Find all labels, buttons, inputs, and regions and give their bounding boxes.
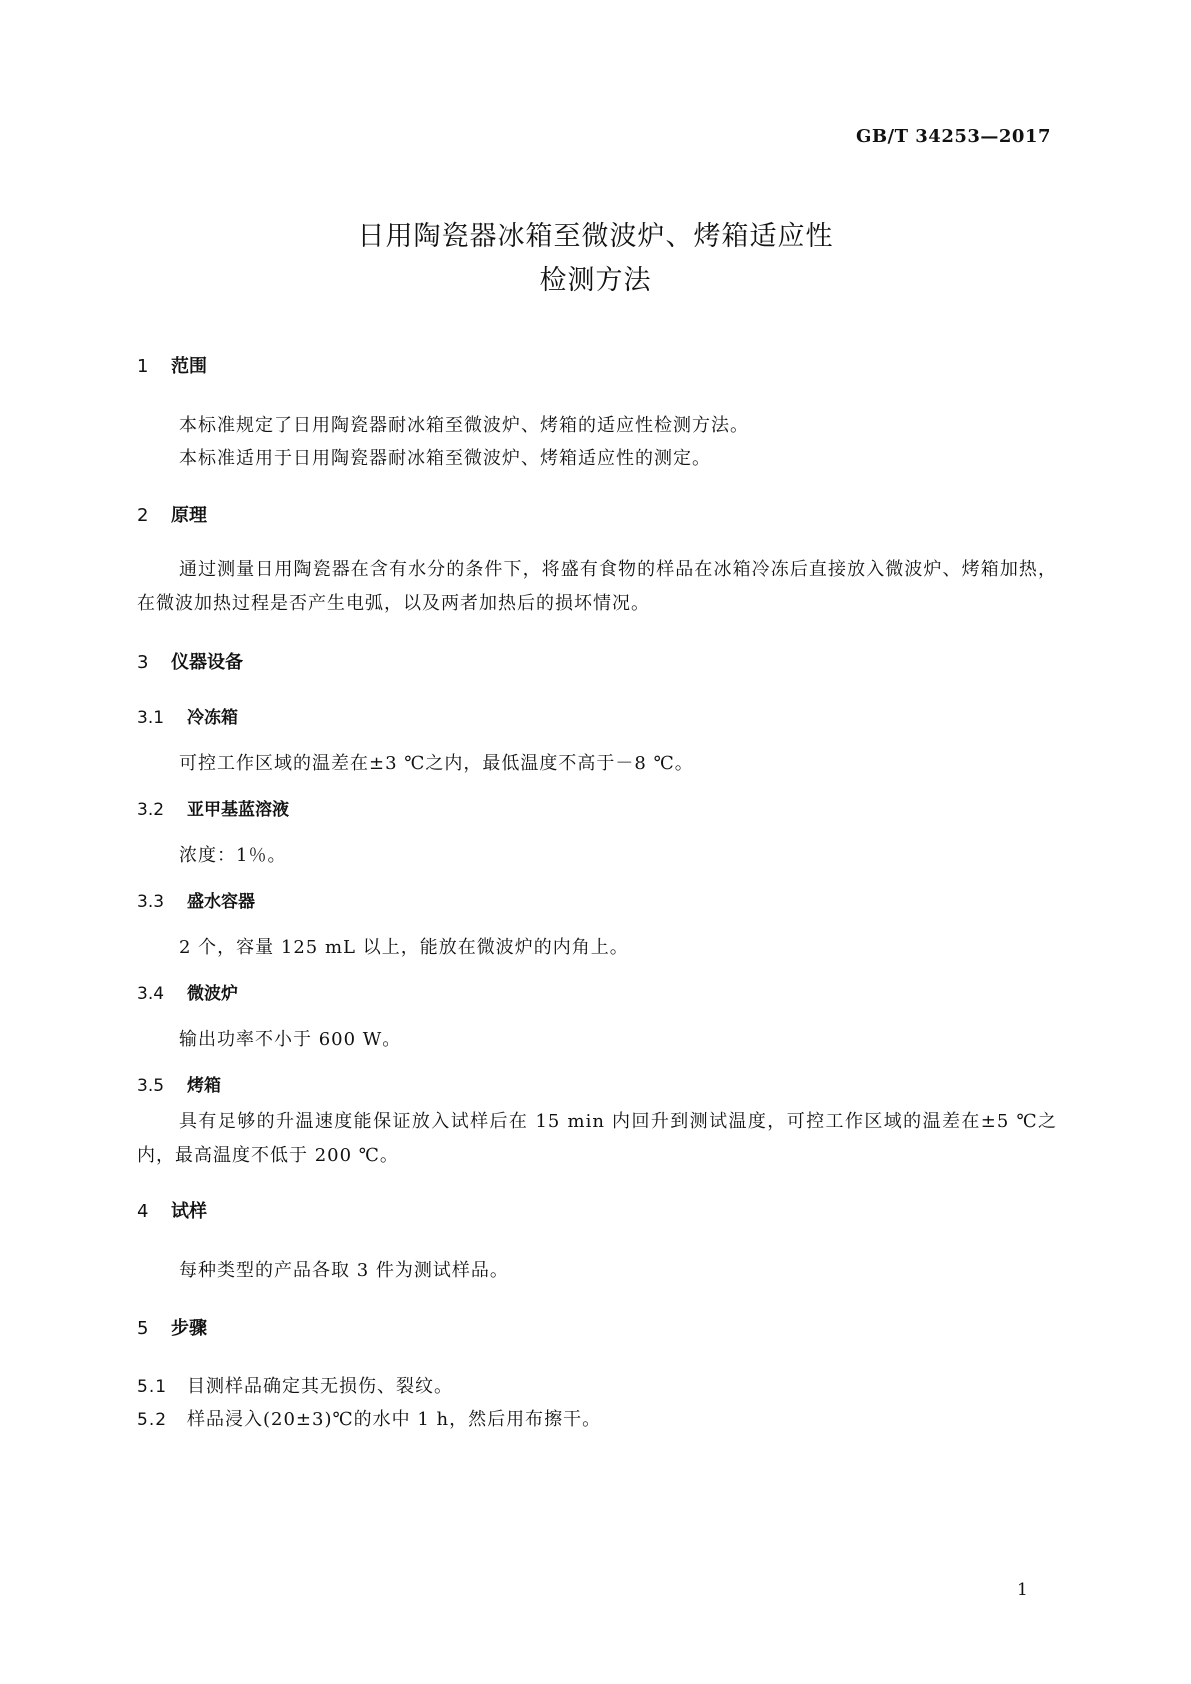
- subsection-number: 3.3: [137, 892, 165, 912]
- step-5-1: [137, 1372, 453, 1398]
- section-title: 试样: [171, 1201, 207, 1222]
- section-3-heading: [137, 648, 243, 674]
- step-5-2: [137, 1405, 601, 1431]
- subsection-title: 盛水容器: [187, 892, 255, 912]
- section-number: 1: [137, 356, 149, 377]
- subsection-title: 亚甲基蓝溶液: [187, 800, 289, 820]
- step-number: 5.2: [137, 1410, 168, 1430]
- section-number: 5: [137, 1318, 149, 1339]
- section-title: 原理: [171, 505, 207, 526]
- subsection-title: 微波炉: [187, 984, 238, 1004]
- section-number: 4: [137, 1201, 149, 1222]
- step-text: 目测样品确定其无损伤、裂纹。: [187, 1376, 453, 1397]
- subsection-number: 3.4: [137, 984, 165, 1004]
- document-title-line2: 检测方法: [539, 265, 652, 296]
- page-number: 1: [1017, 1580, 1028, 1600]
- section-1-paragraph-2: 本标准适用于日用陶瓷器耐冰箱至微波炉、烤箱适应性的测定。: [179, 448, 711, 469]
- subsection-number: 3.5: [137, 1076, 165, 1096]
- section-number: 2: [137, 505, 149, 526]
- section-title: 仪器设备: [171, 652, 243, 673]
- subsection-3-3-text: 2 个，容量 125 mL 以上，能放在微波炉的内角上。: [179, 937, 629, 958]
- subsection-3-3-heading: [137, 887, 255, 912]
- subsection-3-2-text: 浓度：1％。: [179, 845, 287, 866]
- section-title: 步骤: [171, 1318, 207, 1339]
- section-5-heading: [137, 1314, 207, 1340]
- standard-code: GB/T 34253—2017: [855, 126, 1051, 147]
- subsection-3-5-text: 具有足够的升温速度能保证放入试样后在 15 min 内回升到测试温度，可控工作区域的温差在±5 ℃之内，最高温度不低于 200 ℃。: [137, 1111, 1057, 1166]
- section-4-paragraph: 每种类型的产品各取 3 件为测试样品。: [179, 1260, 509, 1281]
- subsection-number: 3.1: [137, 708, 165, 728]
- subsection-3-4-heading: [137, 979, 238, 1004]
- section-2-heading: [137, 501, 207, 527]
- section-number: 3: [137, 652, 149, 673]
- subsection-3-2-heading: [137, 795, 289, 820]
- subsection-3-5-heading: [137, 1071, 221, 1096]
- subsection-3-4-text: 输出功率不小于 600 W。: [179, 1029, 402, 1050]
- subsection-3-1-text: 可控工作区域的温差在±3 ℃之内，最低温度不高于－8 ℃。: [179, 753, 694, 774]
- section-title: 范围: [171, 356, 207, 377]
- section-4-heading: [137, 1197, 207, 1223]
- subsection-title: 冷冻箱: [187, 708, 238, 728]
- subsection-3-1-heading: [137, 703, 238, 728]
- document-title-line1: 日用陶瓷器冰箱至微波炉、烤箱适应性: [357, 221, 834, 252]
- subsection-number: 3.2: [137, 800, 165, 820]
- section-2-paragraph: 通过测量日用陶瓷器在含有水分的条件下，将盛有食物的样品在冰箱冷冻后直接放入微波炉、烤箱加热，在微波加热过程是否产生电弧，以及两者加热后的损坏情况。: [137, 559, 1057, 614]
- section-1-paragraph-1: 本标准规定了日用陶瓷器耐冰箱至微波炉、烤箱的适应性检测方法。: [179, 415, 749, 436]
- subsection-title: 烤箱: [187, 1076, 221, 1096]
- step-number: 5.1: [137, 1377, 168, 1397]
- section-1-heading: [137, 352, 207, 378]
- step-text: 样品浸入(20±3)℃的水中 1 h，然后用布擦干。: [187, 1409, 602, 1430]
